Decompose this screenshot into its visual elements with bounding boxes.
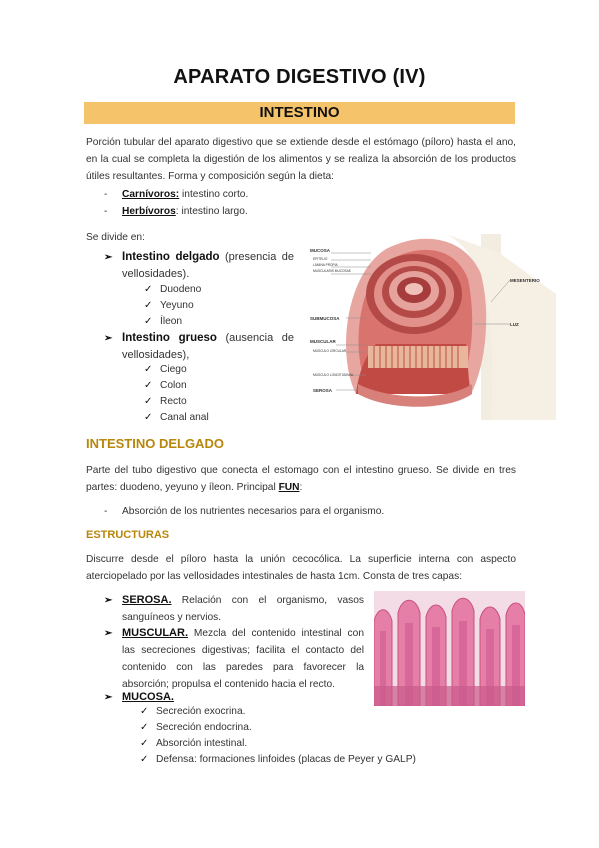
arrow-bullet-icon: ➢ bbox=[104, 252, 113, 263]
list-item: ✓ Recto bbox=[144, 396, 187, 407]
check-icon: ✓ bbox=[144, 396, 153, 407]
section-banner: INTESTINO bbox=[84, 102, 515, 124]
estructuras-paragraph: Discurre desde el píloro hasta la unión cecocólica. La superficie interna con aspecto aterciopelado por las vellosidades intestinales de hasta 1cm. Consta de tres capas: bbox=[86, 554, 516, 582]
check-icon: ✓ bbox=[140, 722, 149, 733]
serosa-term: SEROSA. bbox=[122, 594, 172, 606]
check-icon: ✓ bbox=[140, 738, 149, 749]
list-item: ✓ Colon bbox=[144, 380, 187, 391]
muscular-term: MUSCULAR. bbox=[122, 627, 188, 639]
check-icon: ✓ bbox=[144, 412, 153, 423]
serosa-item: SEROSA. Relación con el organismo, vasos sanguíneos y nervios. bbox=[122, 594, 364, 623]
fun-label: FUN bbox=[278, 482, 300, 493]
bullet-dash: - bbox=[104, 206, 108, 217]
arrow-bullet-icon: ➢ bbox=[104, 333, 113, 344]
list-item: ✓ Ciego bbox=[144, 364, 187, 375]
page-title: APARATO DIGESTIVO (IV) bbox=[173, 66, 426, 88]
figure-label: MUSCULARIS MUCOSAE bbox=[313, 269, 351, 273]
figure-label: SUBMUCOSA bbox=[310, 316, 340, 321]
arrow-bullet-icon: ➢ bbox=[104, 692, 113, 703]
list-item: ✓ Secreción exocrina. bbox=[140, 706, 246, 717]
large-intestine-term: Intestino grueso bbox=[122, 332, 217, 344]
figure-label: MÚSCULO LONGITUDINAL bbox=[313, 373, 354, 377]
small-intestine-item bbox=[122, 249, 294, 283]
check-icon: ✓ bbox=[144, 300, 153, 311]
small-intestine-desc: (presencia de vellosidades). bbox=[122, 251, 294, 280]
check-icon: ✓ bbox=[140, 706, 149, 717]
large-intestine-desc: (ausencia de vellosidades), bbox=[122, 332, 294, 361]
figure-label: SEROSA bbox=[313, 388, 333, 393]
figure-label: EPITELIO bbox=[313, 257, 328, 261]
muscular-item: MUSCULAR. Mezcla del contenido intestinal con las secreciones digestivas; facilita el contacto del contenido con las paredes para favorecer la absorción; propulsa el contenido hacia el recto. bbox=[122, 627, 364, 690]
diet-desc: : intestino largo. bbox=[175, 206, 248, 217]
diet-term: Herbívoros bbox=[122, 206, 176, 217]
list-item: ✓ Duodeno bbox=[144, 284, 202, 295]
check-icon: ✓ bbox=[144, 380, 153, 391]
diet-term: Carnívoros: bbox=[122, 189, 180, 200]
villi-micrograph-image bbox=[374, 591, 525, 706]
diet-desc: intestino corto. bbox=[179, 189, 249, 200]
arrow-bullet-icon: ➢ bbox=[104, 595, 113, 606]
intro-paragraph: Porción tubular del aparato digestivo que se extiende desde el estómago (píloro) hasta el ano, en la cual se completa la digestión de los alimentos y se realiza la absorción de los productos útiles resultantes. Forma y composición según la dieta: bbox=[86, 137, 516, 182]
divides-label: Se divide en: bbox=[86, 232, 145, 243]
small-intestine-term: Intestino delgado bbox=[122, 251, 220, 263]
arrow-bullet-icon: ➢ bbox=[104, 628, 113, 639]
intestine-cross-section-illustration bbox=[296, 234, 556, 420]
list-item: ✓ Secreción endocrina. bbox=[140, 722, 252, 733]
section-heading-intestino-delgado: INTESTINO DELGADO bbox=[86, 436, 224, 451]
large-intestine-item bbox=[122, 330, 294, 364]
section-heading-estructuras: ESTRUCTURAS bbox=[86, 529, 170, 541]
figure-label: LÁMINA PROPIA bbox=[313, 263, 338, 267]
list-item: ✓ Canal anal bbox=[144, 412, 209, 423]
list-item: ✓ Yeyuno bbox=[144, 300, 194, 311]
list-item: ✓ Absorción intestinal. bbox=[140, 738, 248, 749]
figure-label: LUZ bbox=[510, 322, 519, 327]
figure-label: MESENTERIO bbox=[510, 278, 540, 283]
mucosa-term: MUCOSA. bbox=[122, 691, 174, 703]
delgado-function-item: Absorción de los nutrientes necesarios para el organismo. bbox=[122, 506, 385, 517]
check-icon: ✓ bbox=[140, 754, 149, 765]
delgado-paragraph: Parte del tubo digestivo que conecta el estomago con el intestino grueso. Se divide en tres partes: duodeno, yeyuno y íleon. Principal FUN: bbox=[86, 465, 516, 493]
figure-label: MÚSCULO CIRCULAR bbox=[313, 349, 347, 353]
figure-label: MUSCULAR bbox=[310, 339, 336, 344]
check-icon: ✓ bbox=[144, 364, 153, 375]
diet-item-carnivoros bbox=[122, 186, 248, 203]
mucosa-item bbox=[122, 689, 174, 706]
diet-item-herbivoros bbox=[122, 203, 248, 220]
bullet-dash: - bbox=[104, 506, 108, 517]
check-icon: ✓ bbox=[144, 284, 153, 295]
list-item: ✓ Defensa: formaciones linfoides (placas de Peyer y GALP) bbox=[140, 754, 416, 765]
list-item: ✓ Íleon bbox=[144, 316, 183, 327]
figure-label: MUCOSA bbox=[310, 248, 330, 253]
check-icon: ✓ bbox=[144, 316, 153, 327]
bullet-dash: - bbox=[104, 189, 108, 200]
